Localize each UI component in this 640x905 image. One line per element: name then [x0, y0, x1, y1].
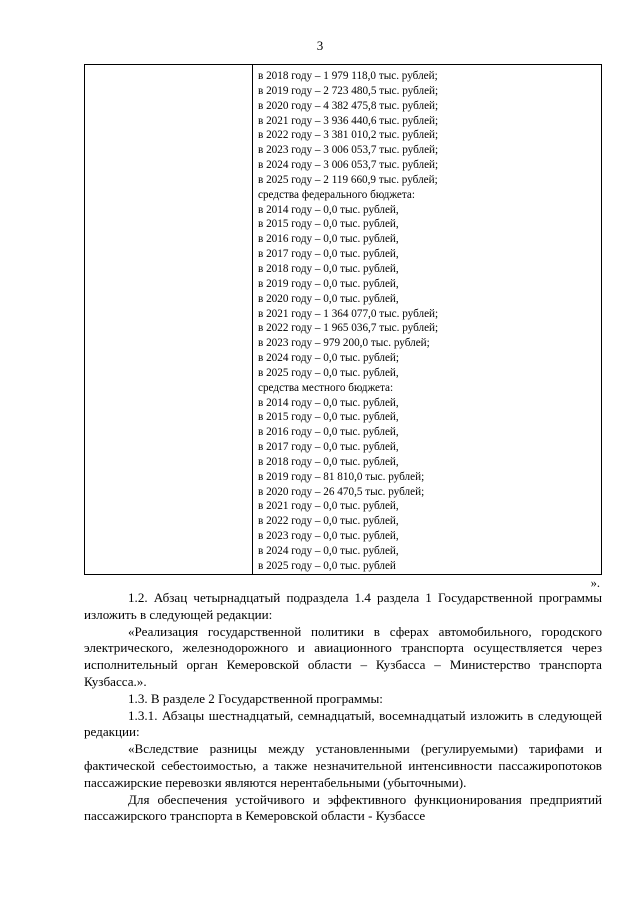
funding-table	[84, 64, 602, 575]
paragraph: «Вследствие разницы между установленными (регулируемыми) тарифами и фактической себестоимостью, а также незначительной интенсивности пассажиропотоков пассажирские перевозки являются нерентабельными (убыточными).	[84, 741, 602, 790]
table-line: в 2015 году – 0,0 тыс. рублей,	[258, 411, 399, 424]
table-line: в 2014 году – 0,0 тыс. рублей,	[258, 203, 399, 216]
table-line: в 2019 году – 81 810,0 тыс. рублей;	[258, 470, 425, 483]
document-body	[84, 590, 602, 825]
table-line: в 2023 году – 979 200,0 тыс. рублей;	[258, 337, 430, 350]
table-line: в 2025 году – 0,0 тыс. рублей,	[258, 366, 399, 379]
table-line: в 2024 году – 3 006 053,7 тыс. рублей;	[258, 159, 439, 172]
table-line: в 2016 году – 0,0 тыс. рублей,	[258, 233, 399, 246]
table-line: в 2021 году – 1 364 077,0 тыс. рублей;	[258, 307, 439, 320]
paragraph: 1.2. Абзац четырнадцатый подраздела 1.4 раздела 1 Государственной программы изложить в следующей редакции:	[84, 590, 602, 622]
table-line: в 2017 году – 0,0 тыс. рублей,	[258, 441, 399, 454]
table-line: в 2017 году – 0,0 тыс. рублей,	[258, 248, 399, 261]
table-right-cell	[258, 69, 597, 574]
table-line: в 2018 году – 0,0 тыс. рублей,	[258, 262, 399, 275]
table-line: в 2022 году – 0,0 тыс. рублей,	[258, 515, 399, 528]
table-line: в 2020 году – 26 470,5 тыс. рублей;	[258, 485, 425, 498]
table-line: в 2015 году – 0,0 тыс. рублей,	[258, 218, 399, 231]
table-line: в 2025 году – 2 119 660,9 тыс. рублей;	[258, 173, 438, 186]
table-line: в 2018 году – 0,0 тыс. рублей,	[258, 455, 399, 468]
table-line: в 2022 году – 3 381 010,2 тыс. рублей;	[258, 129, 439, 142]
table-line: в 2016 году – 0,0 тыс. рублей,	[258, 426, 399, 439]
table-line: в 2019 году – 0,0 тыс. рублей,	[258, 277, 399, 290]
table-line: в 2025 году – 0,0 тыс. рублей	[258, 559, 396, 572]
table-line: в 2020 году – 0,0 тыс. рублей,	[258, 292, 399, 305]
table-line: в 2022 году – 1 965 036,7 тыс. рублей;	[258, 322, 439, 335]
paragraph: 1.3.1. Абзацы шестнадцатый, семнадцатый, восемнадцатый изложить в следующей редакции:	[84, 707, 602, 740]
table-line: средства федерального бюджета:	[258, 188, 415, 201]
table-line: в 2014 году – 0,0 тыс. рублей,	[258, 396, 399, 409]
table-line: в 2020 году – 4 382 475,8 тыс. рублей;	[258, 99, 439, 112]
closing-quote: ».	[590, 576, 600, 590]
table-line: в 2023 году – 0,0 тыс. рублей,	[258, 530, 399, 543]
table-line: в 2021 году – 3 936 440,6 тыс. рублей;	[258, 114, 439, 127]
table-line: в 2024 году – 0,0 тыс. рублей,	[258, 545, 399, 557]
table-line: в 2021 году – 0,0 тыс. рублей,	[258, 500, 399, 513]
table-line: в 2024 году – 0,0 тыс. рублей;	[258, 352, 400, 365]
table-left-cell	[85, 65, 253, 574]
table-line: в 2019 году – 2 723 480,5 тыс. рублей;	[258, 84, 439, 97]
paragraph: 1.3. В разделе 2 Государственной программы:	[128, 690, 383, 706]
page-number: 3	[316, 38, 324, 53]
table-line: средства местного бюджета:	[258, 381, 394, 394]
table-line: в 2023 году – 3 006 053,7 тыс. рублей;	[258, 144, 439, 157]
paragraph: Для обеспечения устойчивого и эффективного функционирования предприятий пассажирского транспорта в Кемеровской области - Кузбассе	[84, 791, 602, 824]
paragraph: «Реализация государственной политики в сферах автомобильного, городского электрического, железнодорожного и авиационного транспорта осуществляется через исполнительный орган Кемеровской области – Кузбасса – Министерство транспорта Кузбасса.».	[84, 623, 602, 689]
table-line: в 2018 году – 1 979 118,0 тыс. рублей;	[258, 70, 438, 82]
